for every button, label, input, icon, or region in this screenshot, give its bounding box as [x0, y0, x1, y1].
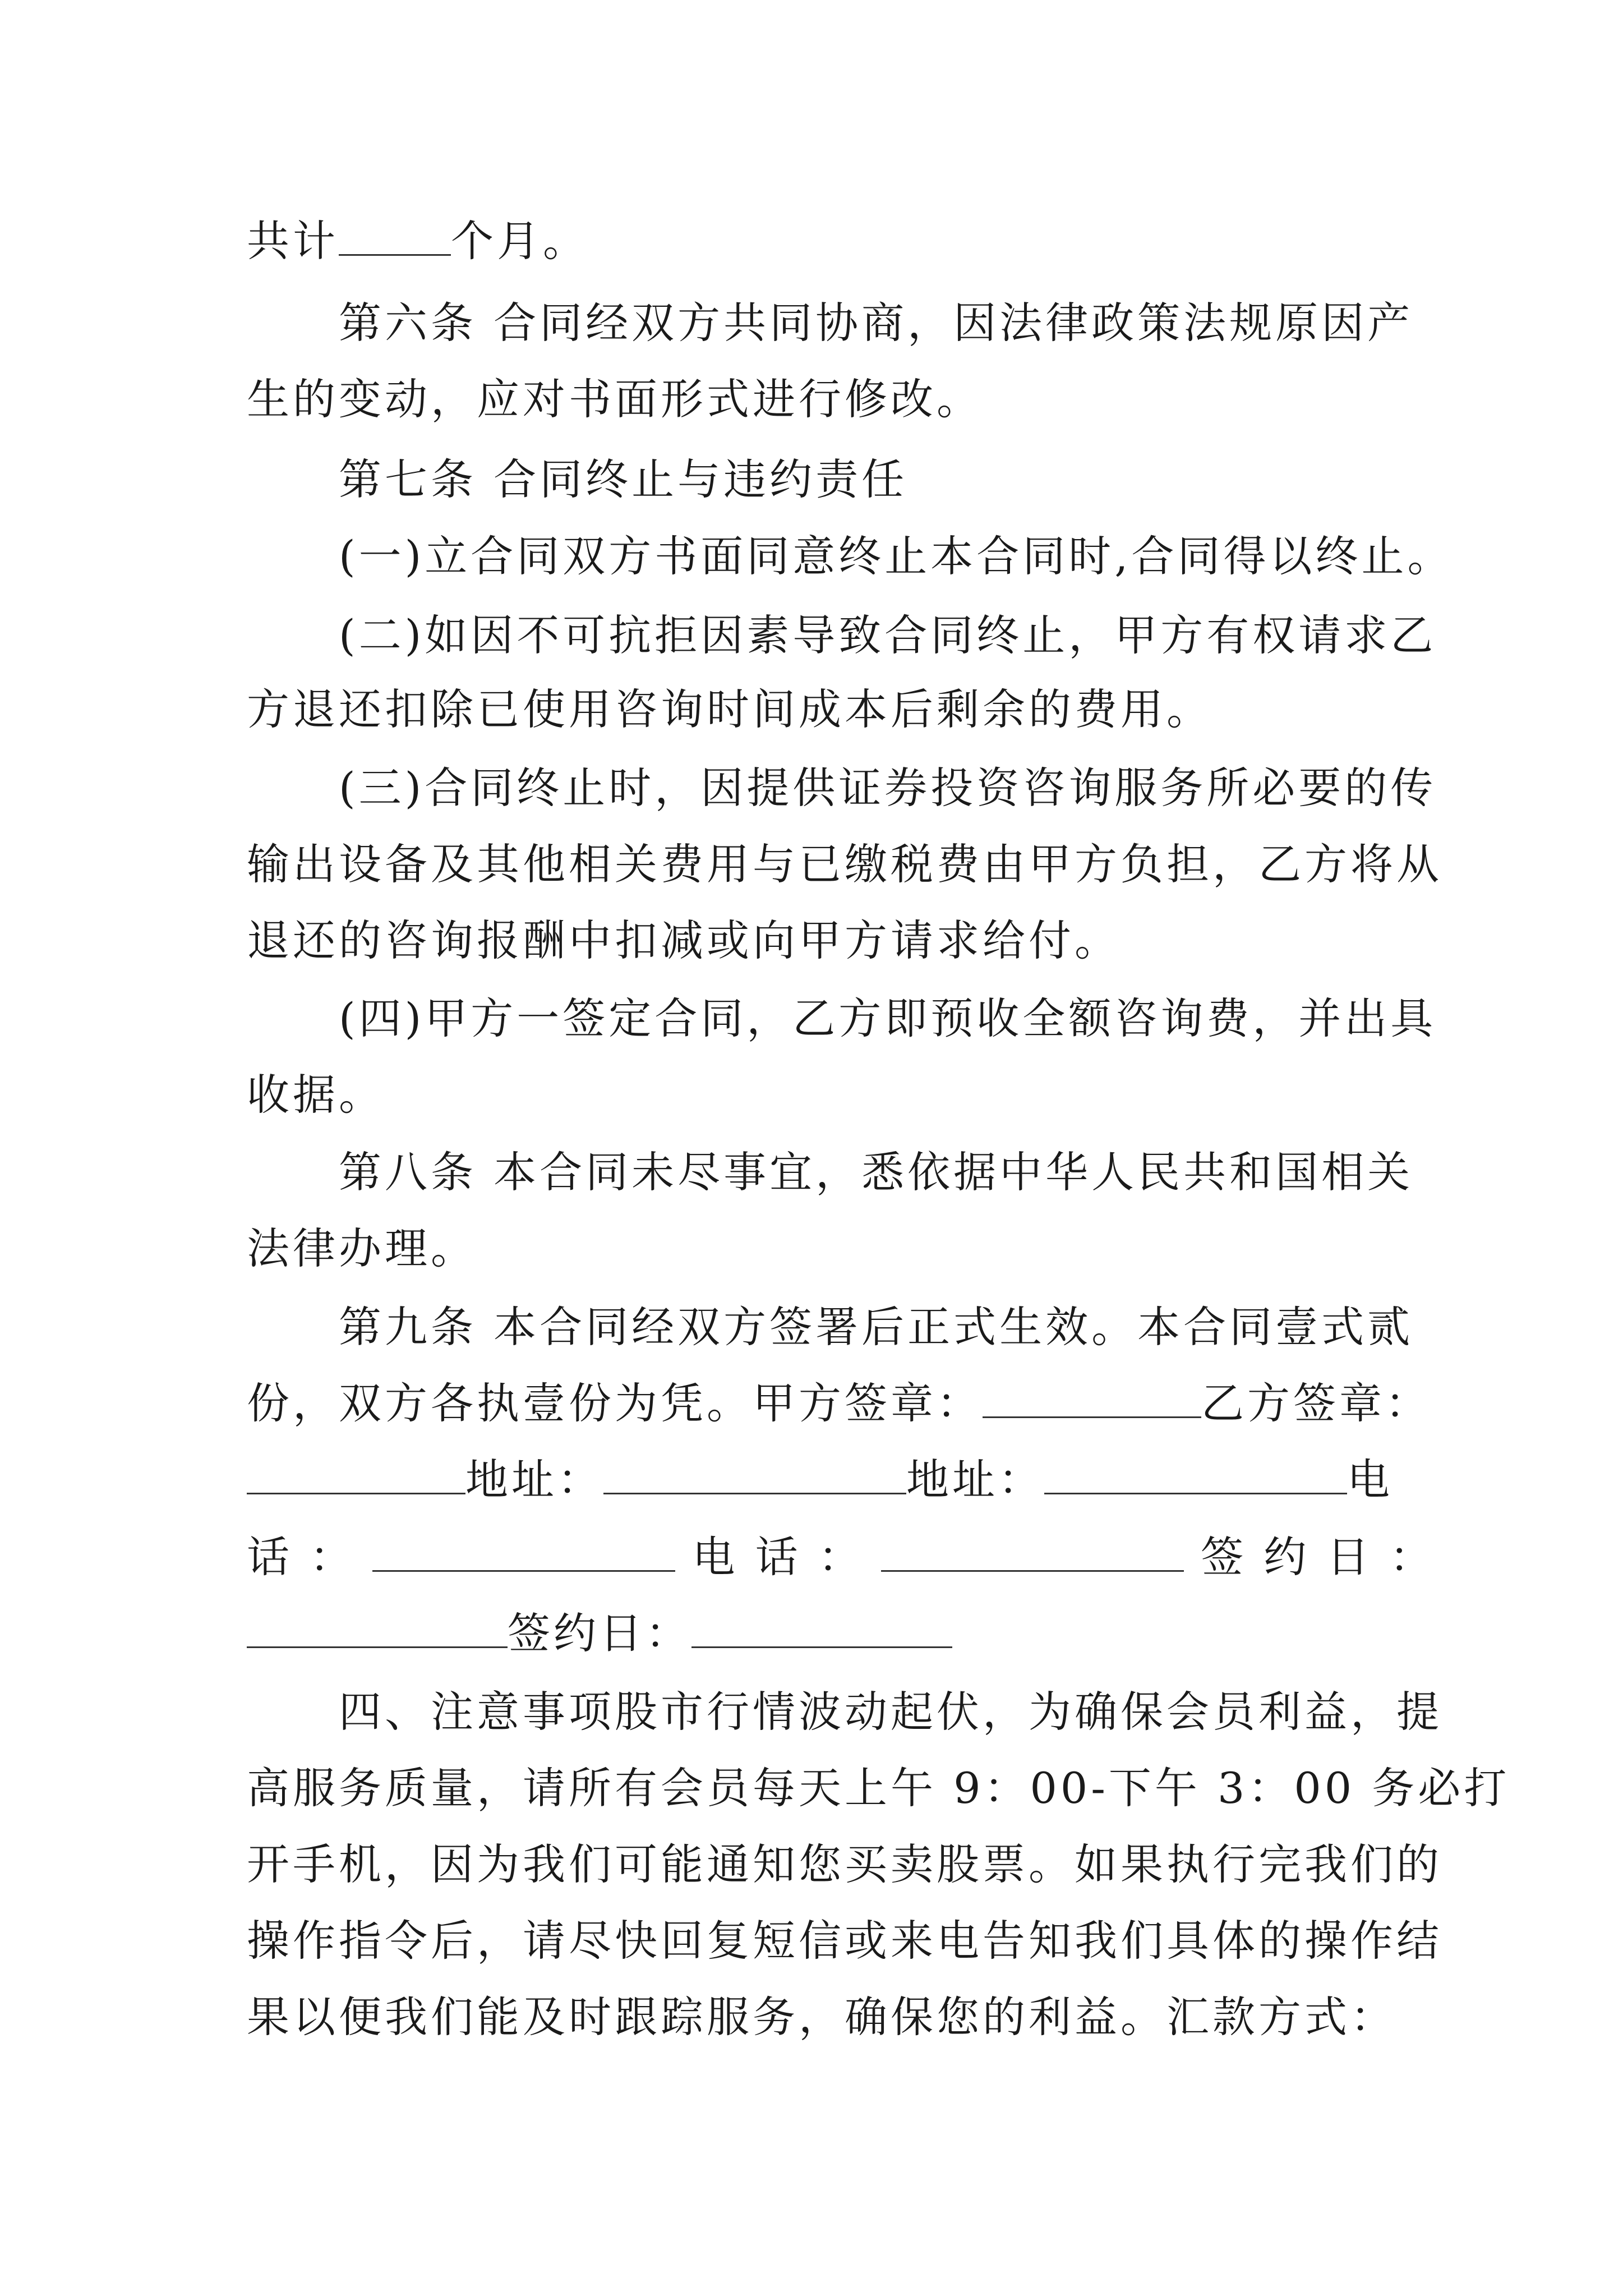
party-a-phone-blank[interactable]	[372, 1531, 675, 1572]
clause-7-heading: 第七条 合同终止与违约责任	[339, 454, 908, 504]
text-segment: 份，双方各执壹份为凭。甲方签章：	[247, 1378, 983, 1428]
clause-9-line-1: 第九条 本合同经双方签署后正式生效。本合同壹式贰	[339, 1302, 1414, 1352]
party-a-address-blank[interactable]	[603, 1453, 906, 1494]
notes-line-2: 高服务质量，请所有会员每天上午 9：00-下午 3：00 务必打	[247, 1763, 1510, 1813]
clause-7-item-2-line-1: (二)如因不可抗拒因素导致合同终止，甲方有权请求乙	[339, 610, 1437, 660]
notes-line-1: 四、注意事项股市行情波动起伏，为确保会员利益，提	[339, 1687, 1442, 1737]
clause-9-line-3	[247, 1441, 1393, 1519]
notes-line-3: 开手机，因为我们可能通知您买卖股票。如果执行完我们的	[247, 1839, 1442, 1889]
party-b-signature-blank[interactable]	[247, 1453, 465, 1494]
text-segment: 乙方签章：	[1201, 1378, 1431, 1428]
clause-6-line-2: 生的变动，应对书面形式进行修改。	[247, 374, 983, 424]
clause-7-item-4-line-1: (四)甲方一签定合同，乙方即预收全额咨询费，并出具	[339, 993, 1437, 1043]
clause-9-line-2	[247, 1364, 1431, 1443]
text-segment: 电 话 ：	[692, 1532, 864, 1582]
party-b-sign-date-blank[interactable]	[691, 1607, 952, 1648]
party-b-phone-blank[interactable]	[881, 1531, 1184, 1572]
clause-6-line-1: 第六条 合同经双方共同协商，因法律政策法规原因产	[339, 298, 1414, 348]
clause-9-line-5	[247, 1594, 1380, 1673]
clause-7-item-1: (一)立合同双方书面同意终止本合同时,合同得以终止。	[339, 531, 1454, 581]
text-segment: 签 约 日 ：	[1201, 1532, 1436, 1582]
party-a-signature-blank[interactable]	[983, 1377, 1201, 1418]
text-segment: 地址：	[906, 1455, 1044, 1504]
clause-7-item-3-line-3: 退还的咨询报酬中扣减或向甲方请求给付。	[247, 915, 1121, 965]
clause-7-item-4-line-2: 收据。	[247, 1070, 385, 1120]
text-segment: 共计	[247, 216, 339, 266]
clause-7-item-3-line-1: (三)合同终止时，因提供证券投资咨询服务所必要的传	[339, 763, 1437, 813]
clause-8-line-1: 第八条 本合同未尽事宜，悉依据中华人民共和国相关	[339, 1147, 1414, 1197]
text-segment: 地址：	[465, 1455, 603, 1504]
notes-line-4: 操作指令后，请尽快回复短信或来电告知我们具体的操作结	[247, 1916, 1442, 1966]
clause-7-item-2-line-2: 方退还扣除已使用咨询时间成本后剩余的费用。	[247, 684, 1212, 734]
clause-8-line-2: 法律办理。	[247, 1223, 477, 1273]
fill-in-blank-months[interactable]	[339, 215, 451, 256]
clause-7-item-3-line-2: 输出设备及其他相关费用与已缴税费由甲方负担，乙方将从	[247, 839, 1442, 889]
text-segment: 签约日：	[508, 1608, 691, 1658]
clause-9-line-4	[247, 1518, 1436, 1596]
text-segment: 电	[1347, 1455, 1393, 1504]
text-segment: 话 ：	[247, 1532, 356, 1582]
notes-line-5: 果以便我们能及时跟踪服务，确保您的利益。汇款方式：	[247, 1992, 1396, 2042]
text-line-1	[247, 202, 1380, 280]
text-segment: 个月。	[451, 216, 589, 266]
party-b-address-blank[interactable]	[1044, 1453, 1347, 1494]
party-a-sign-date-blank[interactable]	[247, 1607, 508, 1648]
